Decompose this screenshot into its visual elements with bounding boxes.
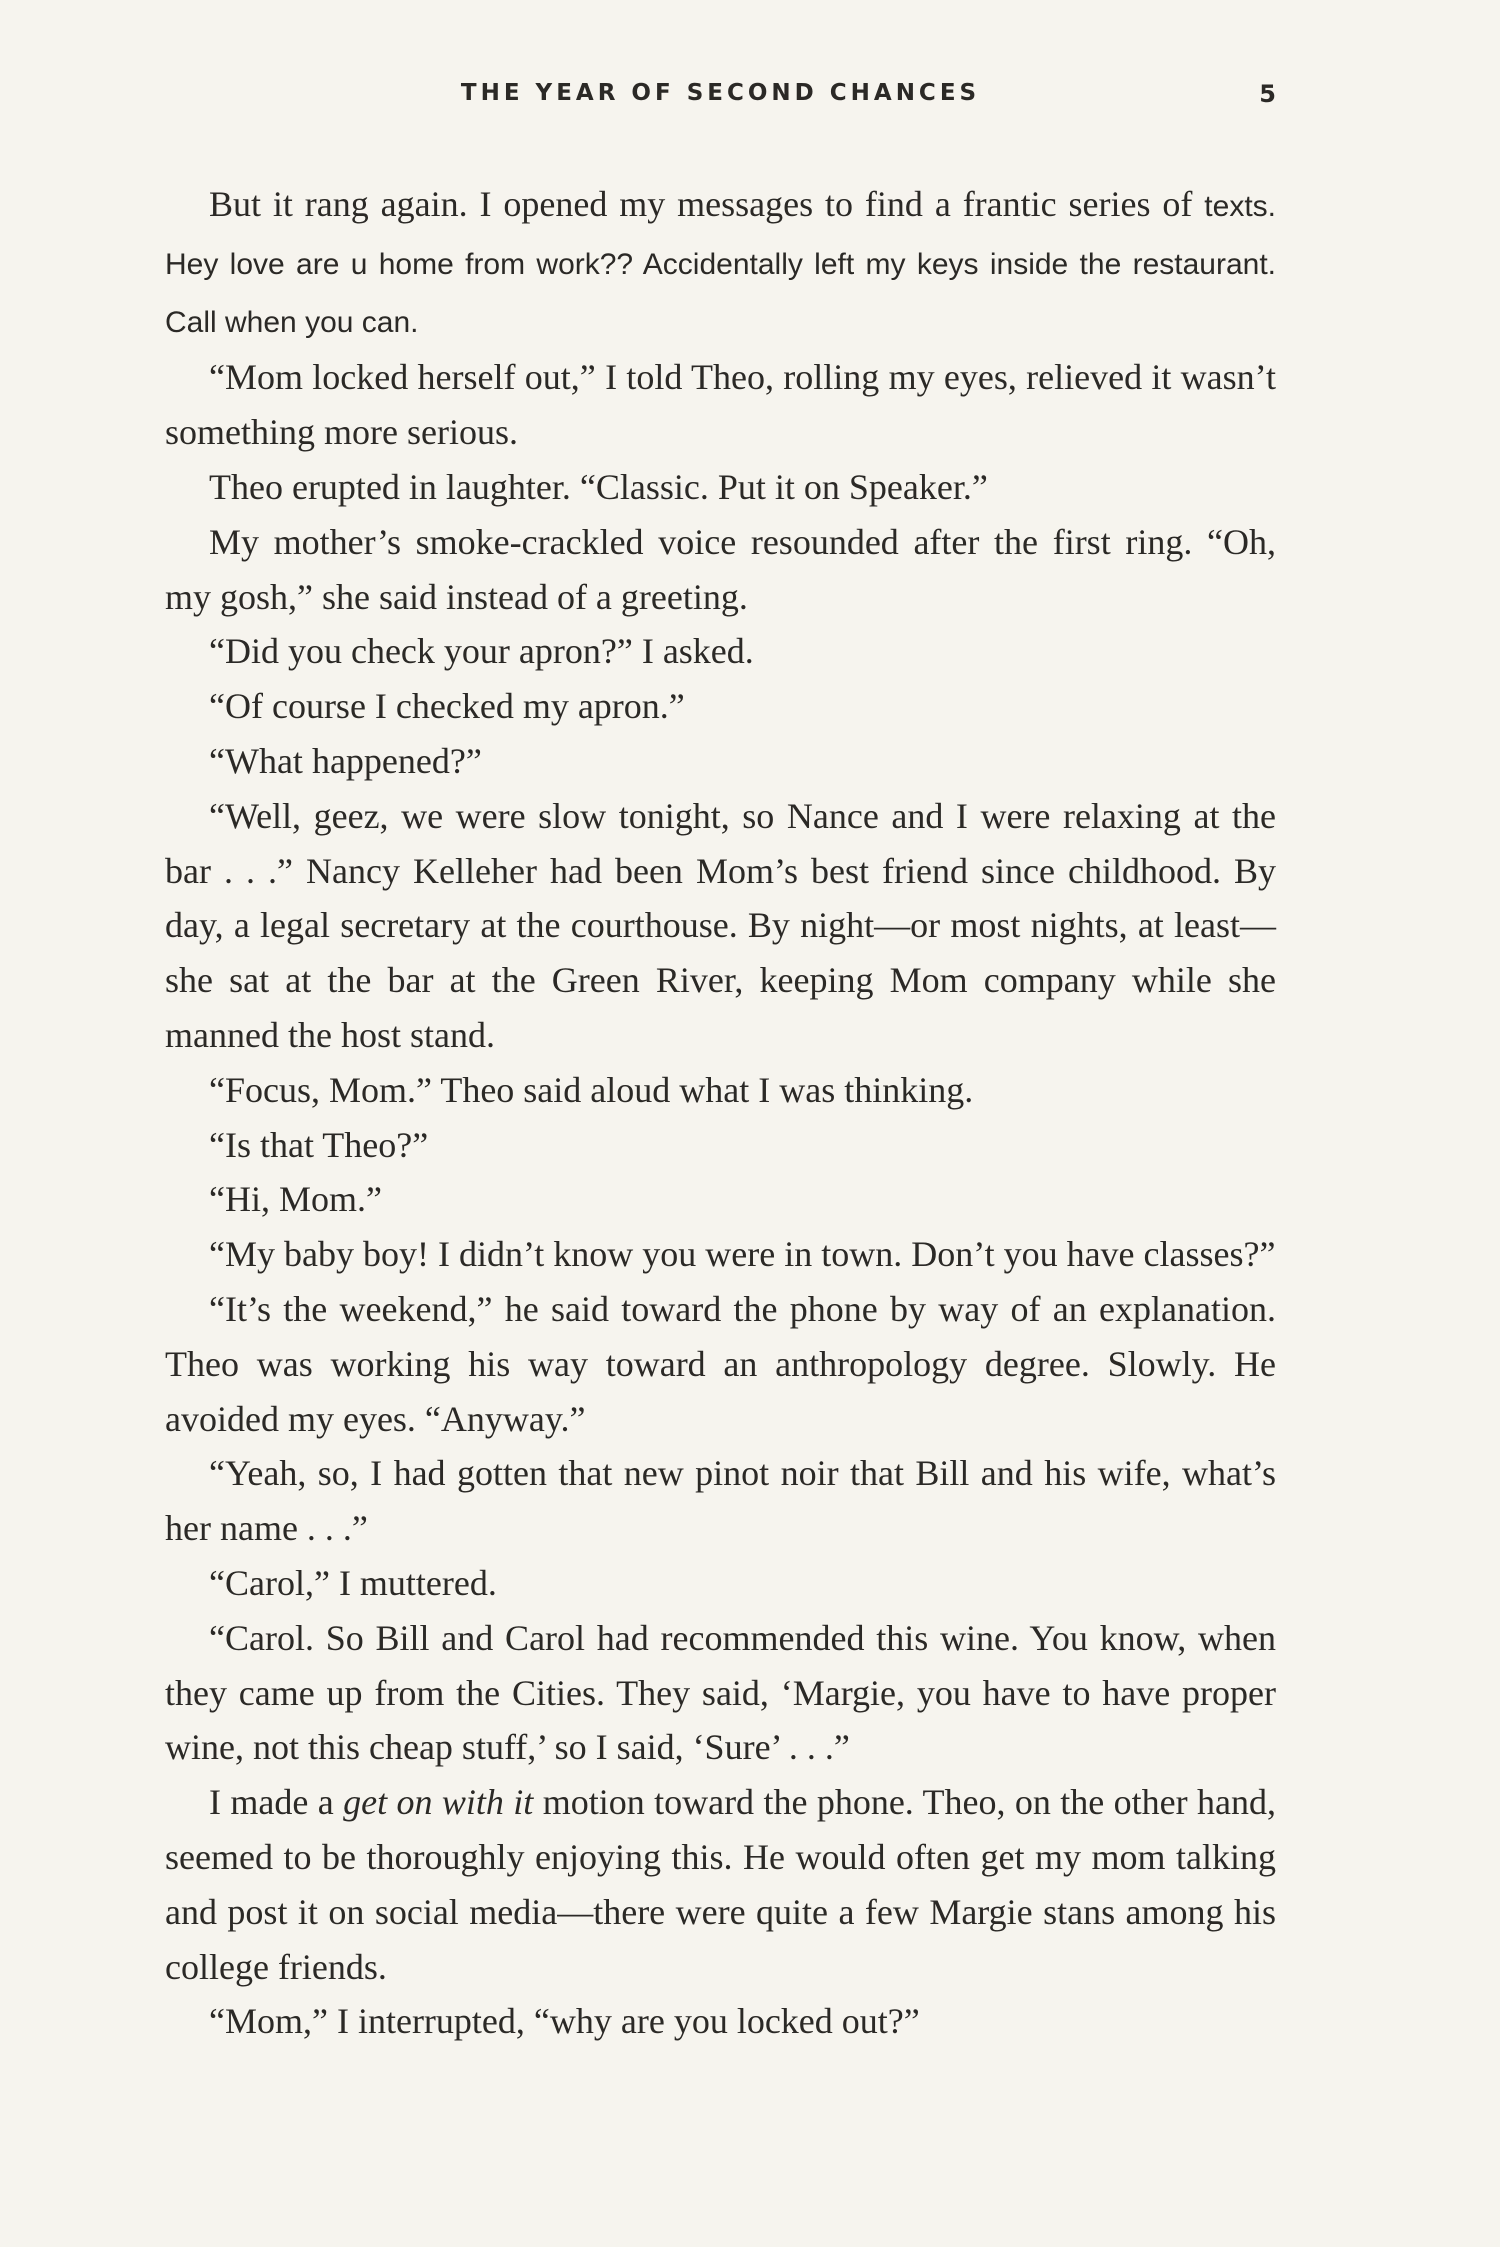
paragraph: Theo erupted in laughter. “Classic. Put it on Speaker.” xyxy=(209,466,988,507)
paragraph: “Mom locked herself out,” I told Theo, rolling my eyes, relieved it wasn’t something more serious. xyxy=(165,357,1276,453)
italic-phrase: get on with it xyxy=(343,1782,534,1823)
text-message: texts. Hey love are u home from work?? Accidentally left my keys inside the restaurant. Call when you can. xyxy=(165,190,1276,339)
paragraph: “Focus, Mom.” Theo said aloud what I was thinking. xyxy=(209,1069,974,1110)
paragraph: “What happened?” xyxy=(209,740,482,781)
paragraph: “Hi, Mom.” xyxy=(209,1179,382,1220)
book-title: THE YEAR OF SECOND CHANCES xyxy=(460,80,981,106)
paragraph: “Of course I checked my apron.” xyxy=(209,686,685,727)
page-number: 5 xyxy=(1259,80,1276,108)
paragraph: I made a get on with it motion toward the phone. Theo, on the other hand, seemed to be thoroughly enjoying this. He would often get my mom talking and post it on social media—there were quite a few Margie stans among his college friends. xyxy=(165,1782,1276,1987)
paragraph: My mother’s smoke-crackled voice resounded after the first ring. “Oh, my gosh,” she said instead of a greeting. xyxy=(165,521,1276,617)
paragraph: “Well, geez, we were slow tonight, so Nance and I were relaxing at the bar . . .” Nancy Kelleher had been Mom’s best friend since childhood. By day, a legal secretary at the courthouse. By night—or most nights, at least—she sat at the bar at the Green River, keeping Mom company while she manned the host stand. xyxy=(165,795,1276,1055)
paragraph: “Yeah, so, I had gotten that new pinot noir that Bill and his wife, what’s her name . . .” xyxy=(165,1453,1276,1549)
paragraph: “Did you check your apron?” I asked. xyxy=(209,631,754,672)
paragraph: “Carol,” I muttered. xyxy=(209,1562,497,1603)
paragraph: “Mom,” I interrupted, “why are you locked out?” xyxy=(209,2001,920,2042)
paragraph: But it rang again. I opened my messages to find a frantic series of texts. Hey love are u home from work?? Accidentally left my keys inside the restaurant. Call when you can. xyxy=(165,184,1276,339)
paragraph: “Carol. So Bill and Carol had recommended this wine. You know, when they came up from the Cities. They said, ‘Margie, you have to have proper wine, not this cheap stuff,’ so I said, ‘Sure’ . . .” xyxy=(165,1617,1276,1768)
body-text xyxy=(165,177,1276,2049)
paragraph: “My baby boy! I didn’t know you were in town. Don’t you have classes?” xyxy=(209,1234,1276,1275)
running-head xyxy=(165,80,1276,120)
paragraph: “Is that Theo?” xyxy=(209,1124,429,1165)
paragraph: “It’s the weekend,” he said toward the phone by way of an explanation. Theo was working his way toward an anthropology degree. Slowly. He avoided my eyes. “Anyway.” xyxy=(165,1288,1276,1439)
